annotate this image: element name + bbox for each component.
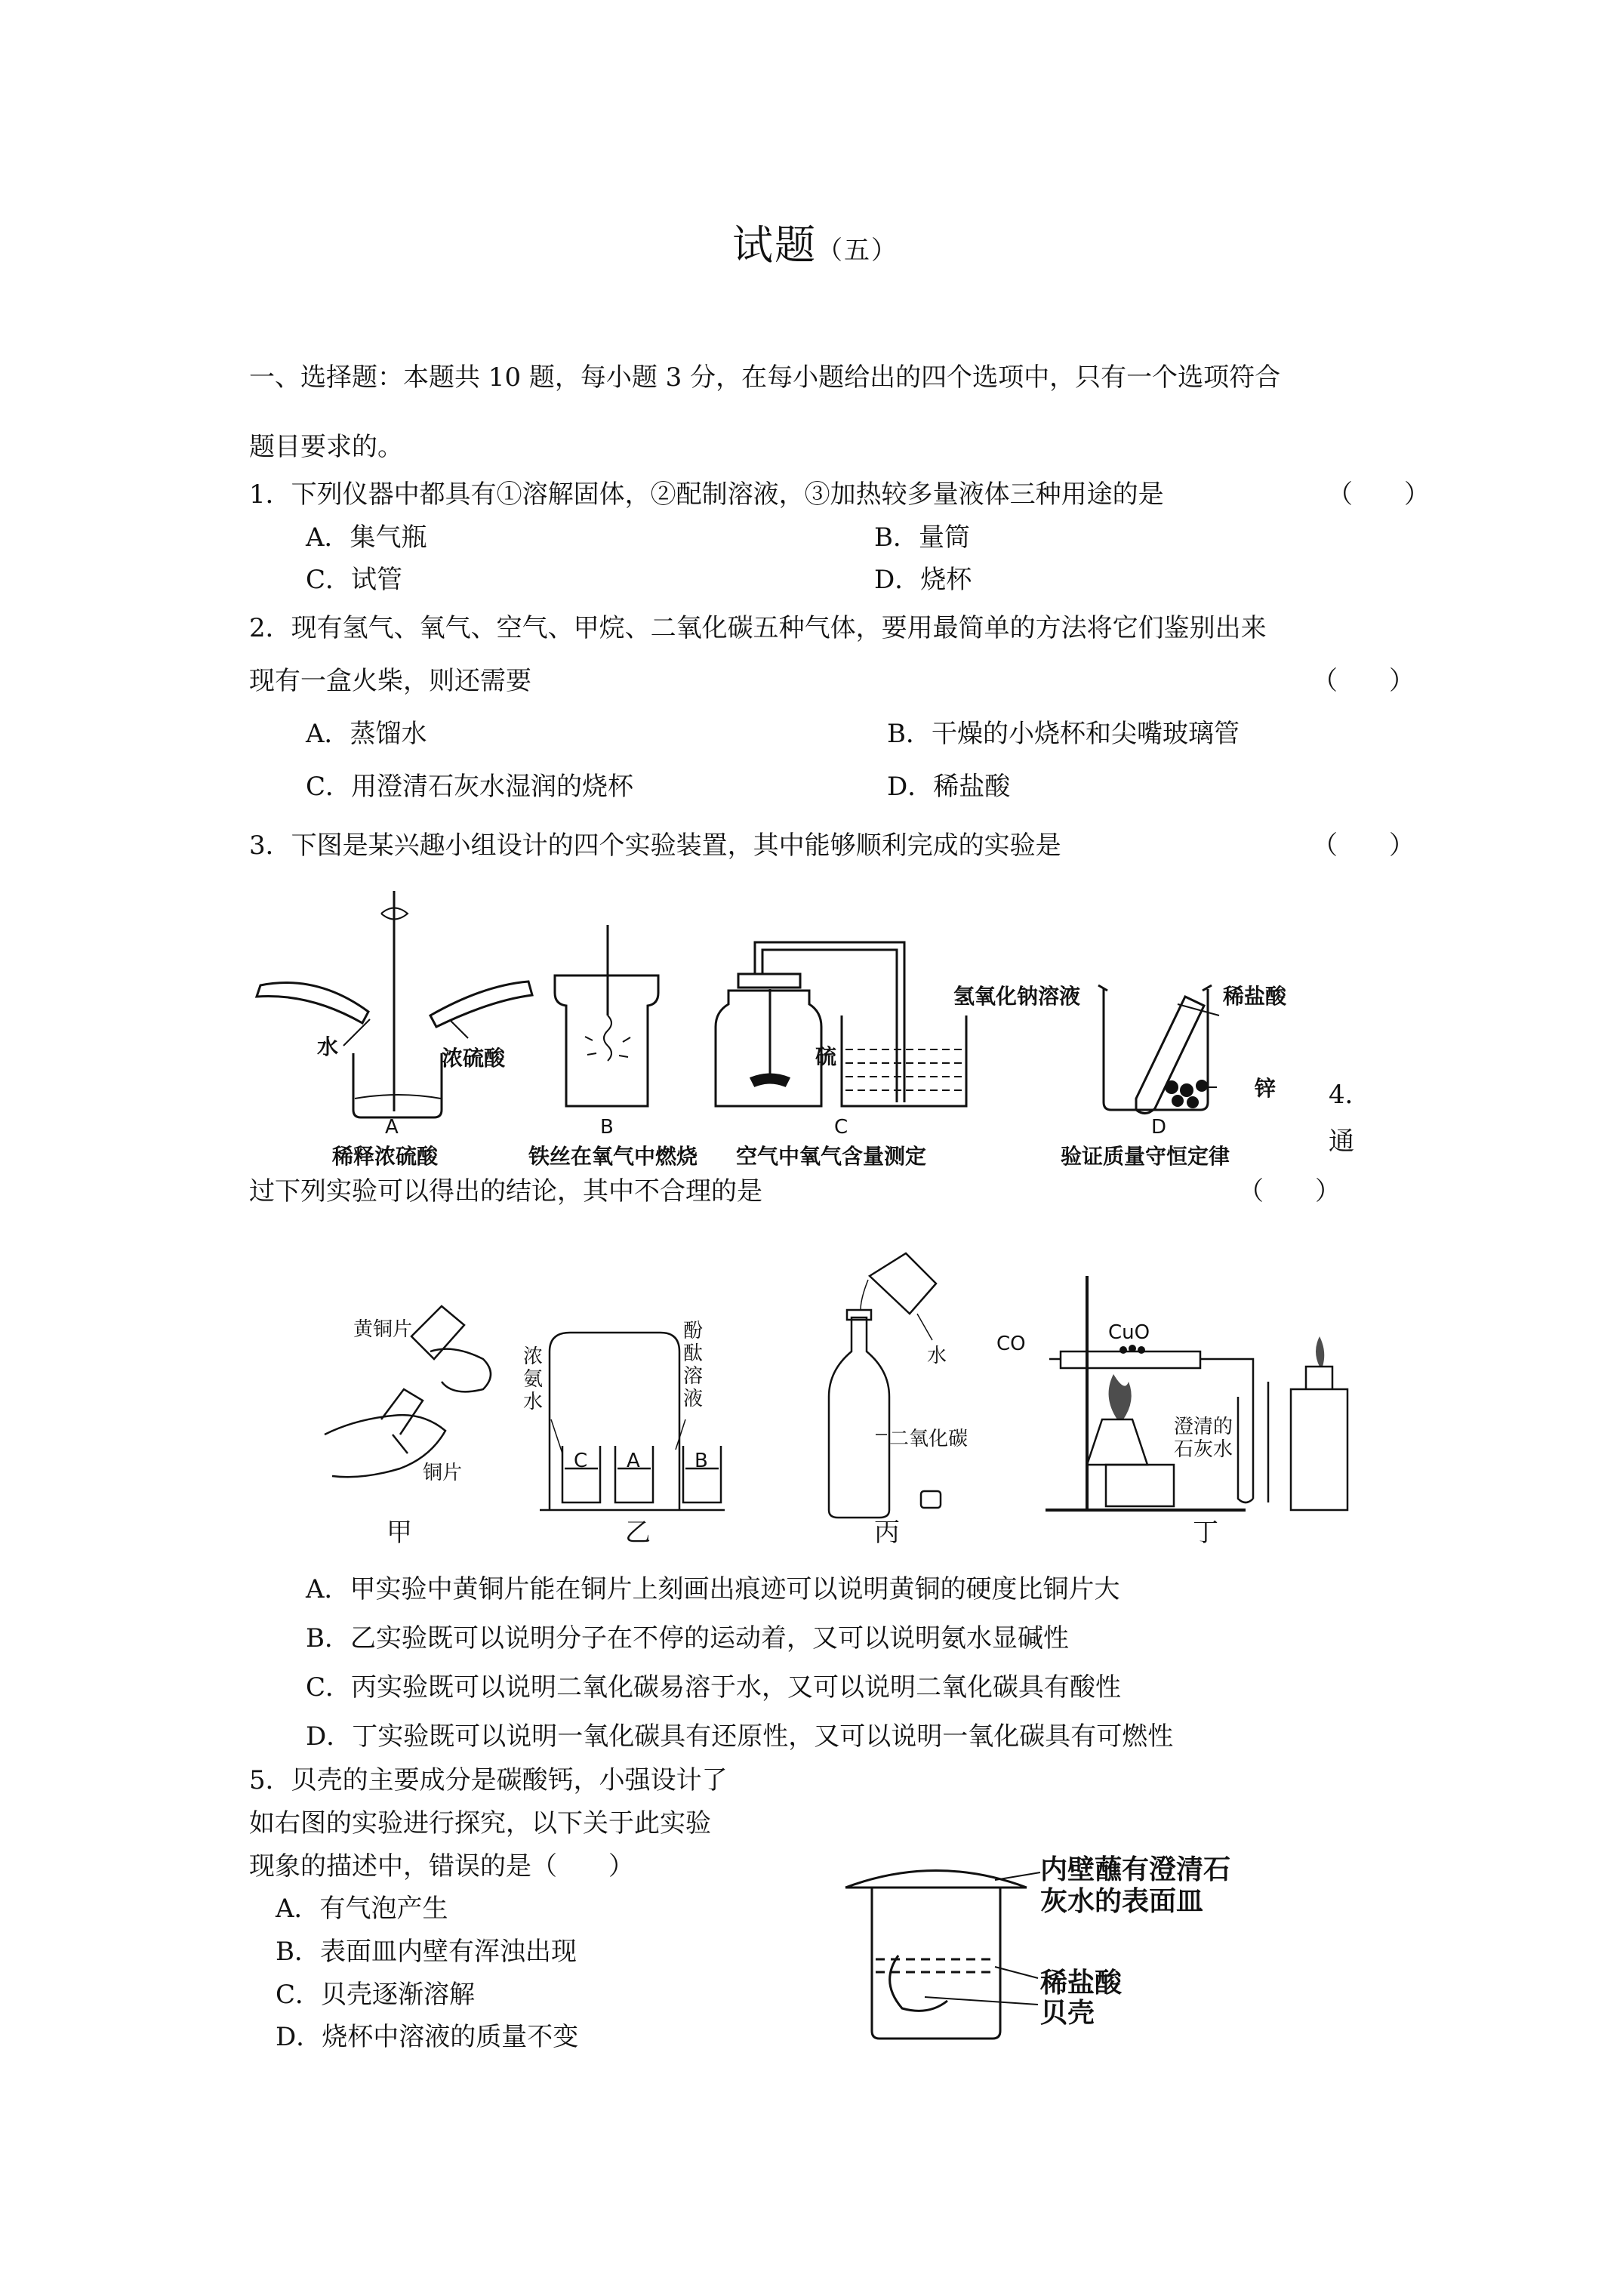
q4-stem: 过下列实验可以得出的结论，其中不合理的是 [249, 1176, 762, 1207]
q3-letter-c: C [834, 1116, 848, 1139]
q3-stem: 3．下图是某兴趣小组设计的四个实验装置，其中能够顺利完成的实验是 [249, 831, 1061, 861]
q4-bracket: （ ） [1238, 1176, 1341, 1207]
q4-stem-tong: 通 [1329, 1126, 1354, 1157]
q3-bracket: （ ） [1312, 831, 1415, 861]
q5-label-dish-1: 内壁蘸有澄清石 [1040, 1854, 1231, 1885]
q5-label-shell: 贝壳 [1040, 1998, 1095, 2029]
q2-option-d: D．稀盐酸 [887, 772, 1011, 802]
q4-option-d: D．丁实验既可以说明一氧化碳具有还原性，又可以说明一氧化碳具有可燃性 [306, 1721, 1174, 1752]
q3-caption-c: 空气中氧气含量测定 [736, 1144, 927, 1169]
q5-option-a: A．有气泡产生 [276, 1894, 448, 1924]
q4-option-c: C．丙实验既可以说明二氧化碳易溶于水，又可以说明二氧化碳具有酸性 [306, 1672, 1122, 1703]
q1-option-c: C．试管 [306, 565, 403, 595]
phenol-char-2: 酞 [683, 1342, 704, 1365]
q2-option-c: C．用澄清石灰水湿润的烧杯 [306, 772, 634, 802]
q3-label-naoh: 氢氧化钠溶液 [953, 984, 1081, 1009]
q5-line-1: 5．贝壳的主要成分是碳酸钙，小强设计了 [249, 1765, 728, 1795]
title-suffix: （五） [817, 236, 898, 266]
q4-label-beaker-c: C [574, 1450, 588, 1472]
q5-option-c: C．贝壳逐渐溶解 [276, 1980, 476, 2010]
q4-label-cuo: CuO [1108, 1321, 1150, 1344]
q5-shell [890, 1955, 947, 2011]
q4-caption-jia: 甲 [387, 1518, 412, 1548]
q4-caption-ding: 丁 [1193, 1518, 1218, 1548]
q1-stem: 1．下列仪器中都具有①溶解固体，②配制溶液，③加热较多量液体三种用途的是 [249, 479, 1164, 510]
q4-label-co2: 二氧化碳 [889, 1428, 969, 1450]
q5-label-dish-2: 灰水的表面皿 [1040, 1886, 1204, 1917]
q5-label-hcl: 稀盐酸 [1040, 1968, 1123, 1999]
q3-letter-b: B [600, 1116, 614, 1139]
q4-option-a: A．甲实验中黄铜片能在铜片上刻画出痕迹可以说明黄铜的硬度比铜片大 [306, 1574, 1120, 1604]
limewater-line-2: 石灰水 [1174, 1438, 1233, 1461]
q3-caption-b: 铁丝在氧气中燃烧 [528, 1144, 698, 1169]
q3-letter-d: D [1151, 1116, 1167, 1139]
phenol-char-1: 酚 [683, 1320, 704, 1342]
q1-bracket: （ ） [1327, 479, 1430, 510]
q3-label-water: 水 [317, 1034, 339, 1059]
ammonia-char-1: 浓 [523, 1345, 544, 1368]
q4-label-copper: 铜片 [423, 1462, 463, 1484]
q5-beaker [872, 1888, 1000, 2039]
q3-label-sulfur: 硫 [815, 1044, 837, 1069]
phenol-char-4: 液 [683, 1388, 704, 1410]
q4-number: 4． [1329, 1080, 1371, 1110]
q4-caption-bing: 丙 [874, 1518, 900, 1548]
q5-line-2: 如右图的实验进行探究，以下关于此实验 [249, 1808, 711, 1838]
ammonia-char-3: 水 [523, 1391, 544, 1413]
ammonia-char-2: 氨 [523, 1368, 544, 1391]
q3-caption-a: 稀释浓硫酸 [332, 1144, 439, 1169]
q4-caption-yi: 乙 [625, 1518, 651, 1548]
q4-option-b: B．乙实验既可以说明分子在不停的运动着，又可以说明氨水显碱性 [306, 1623, 1069, 1653]
q2-option-b: B．干燥的小烧杯和尖嘴玻璃管 [887, 719, 1240, 749]
q1-option-d: D．烧杯 [874, 565, 972, 595]
q5-option-b: B．表面皿内壁有浑浊出现 [276, 1937, 577, 1967]
limewater-line-1: 澄清的 [1174, 1416, 1233, 1438]
q4-label-brass: 黄铜片 [353, 1318, 413, 1341]
q5-line-3: 现象的描述中，错误的是（ ） [249, 1851, 634, 1881]
q2-stem-2: 现有一盒火柴，则还需要 [249, 666, 531, 696]
q4-label-water: 水 [927, 1345, 947, 1367]
q3-label-acid: 浓硫酸 [442, 1046, 506, 1071]
q1-option-b: B．量筒 [874, 522, 970, 553]
section-line-1: 一、选择题：本题共 10 题，每小题 3 分，在每小题给出的四个选项中，只有一个选项符合 [249, 362, 1281, 393]
q5-option-d: D．烧杯中溶液的质量不变 [276, 2022, 579, 2052]
title-text: 试题 [732, 221, 817, 269]
q3-label-zinc: 锌 [1255, 1076, 1277, 1101]
q2-option-a: A．蒸馏水 [306, 719, 427, 749]
q3-letter-a: A [385, 1116, 399, 1139]
q2-bracket: （ ） [1312, 666, 1415, 696]
q2-stem-1: 2．现有氢气、氧气、空气、甲烷、二氧化碳五种气体，要用最简单的方法将它们鉴别出来 [249, 613, 1267, 643]
q1-option-a: A．集气瓶 [306, 522, 427, 553]
q4-label-co: CO [996, 1333, 1026, 1355]
section-line-2: 题目要求的。 [249, 432, 403, 462]
q4-label-beaker-b: B [694, 1450, 708, 1472]
q3-label-hcl: 稀盐酸 [1223, 984, 1287, 1009]
q4-label-beaker-a: A [627, 1450, 640, 1472]
phenol-char-3: 溶 [683, 1365, 704, 1388]
q3-caption-d: 验证质量守恒定律 [1061, 1144, 1230, 1169]
